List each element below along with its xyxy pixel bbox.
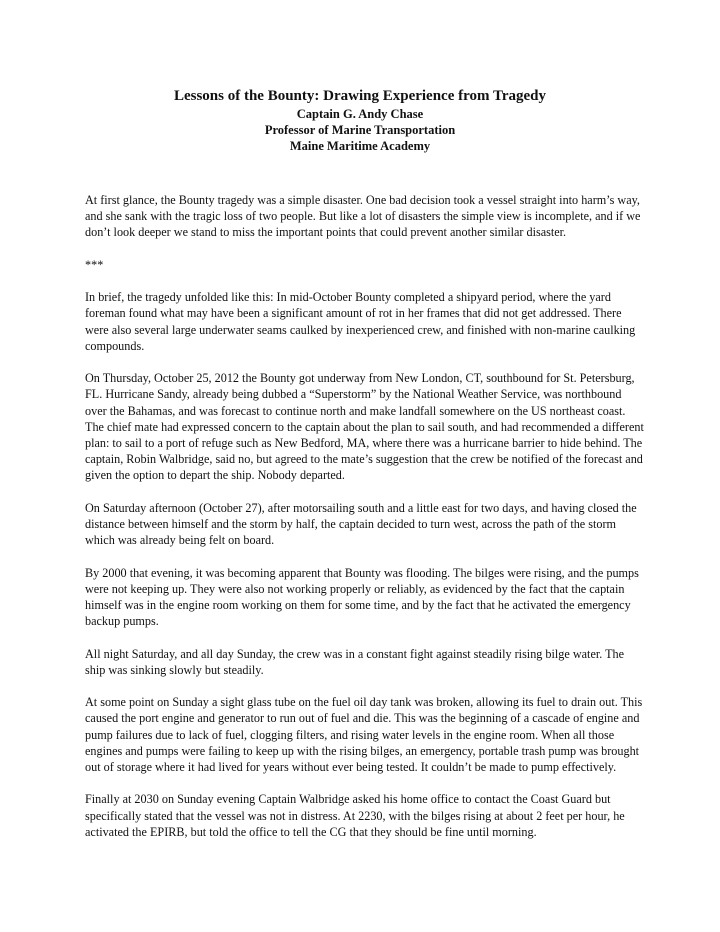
author-position: Professor of Marine Transportation <box>264 123 456 137</box>
paragraph-coast-guard: Finally at 2030 on Sunday evening Captain Walbridge asked his home office to contact the Coast Guard but specifically stated that the vessel was not in distress. At 2230, with the bilges rising at about 2 feet per hour, he activated the EPIRB, but told the office to tell the CG that they should be fine until morning. <box>85 792 625 839</box>
paragraph-saturday-afternoon: On Saturday afternoon (October 27), after motorsailing south and a little east for two days, and having closed the distance between himself and the storm by half, the captain decided to turn west, across the path of the storm which was already being felt on board. <box>85 500 637 548</box>
paragraph-departure: On Thursday, October 25, 2012 the Bounty got underway from New London, CT, southbound for St. Petersburg, FL. Hurricane Sandy, already being dubbed a “Superstorm” by the National Weather Service, was northbound over the Bahamas, and was forecast to continue north and make landfall somewhere on the US northeast coast. The chief mate had expressed concern to the captain about the plan to sail south, and had recommended a different plan: to sail to a port of refuge such as New Bedford, MA, where there was a hurricane barrier to hide behind. The captain, Robin Walbridge, said no, but agreed to the mate’s suggestion that the crew be notified of the forecast and given the option to depart the ship. Nobody departed. <box>85 371 644 483</box>
paragraph-flooding: By 2000 that evening, it was becoming apparent that Bounty was flooding. The bilges were rising, and the pumps were not keeping up. They were also not working properly or reliably, as evidenced by the fact that the captain himself was in the engine room working on them for some time, and by the fact that he activated the emergency backup pumps. <box>85 565 639 629</box>
paragraph-engine-failures: At some point on Sunday a sight glass tube on the fuel oil day tank was broken, allowing its fuel to drain out. This caused the port engine and generator to run out of fuel and die. This was the beginning of a cascade of engine and pump failures due to lack of fuel, clogging filters, and rising water levels in the engine room. When all those engines and pumps were failing to keep up with the rising bilges, an emergency, portable trash pump was brought out of storage where it had lived for years without ever being tested. It couldn’t be made to pump effectively. <box>85 695 643 774</box>
paragraph-intro: At first glance, the Bounty tragedy was a simple disaster. One bad decision took a vessel straight into harm’s way, and she sank with the tragic loss of two people. But like a lot of disasters the simple view is incomplete, and if we don’t look deeper we stand to miss the important points that could prevent another similar disaster. <box>85 193 641 240</box>
author-institution: Maine Maritime Academy <box>289 139 431 153</box>
document-header <box>60 86 660 154</box>
author-name: Captain G. Andy Chase <box>296 107 424 121</box>
paragraph-overnight: All night Saturday, and all day Sunday, the crew was in a constant fight against steadily rising bilge water. The ship was sinking slowly but steadily. <box>85 646 625 677</box>
section-separator: *** <box>85 257 104 272</box>
document-body <box>85 192 645 856</box>
document-title: Lessons of the Bounty: Drawing Experience from Tragedy <box>173 88 547 104</box>
paragraph-summary: In brief, the tragedy unfolded like this: In mid-October Bounty completed a shipyard period, where the yard foreman found what may have been a significant amount of rot in her frames that did not get addressed. There were also several large underwater seams caulked by inexperienced crew, and finished with non-marine caulking compounds. <box>85 290 636 353</box>
